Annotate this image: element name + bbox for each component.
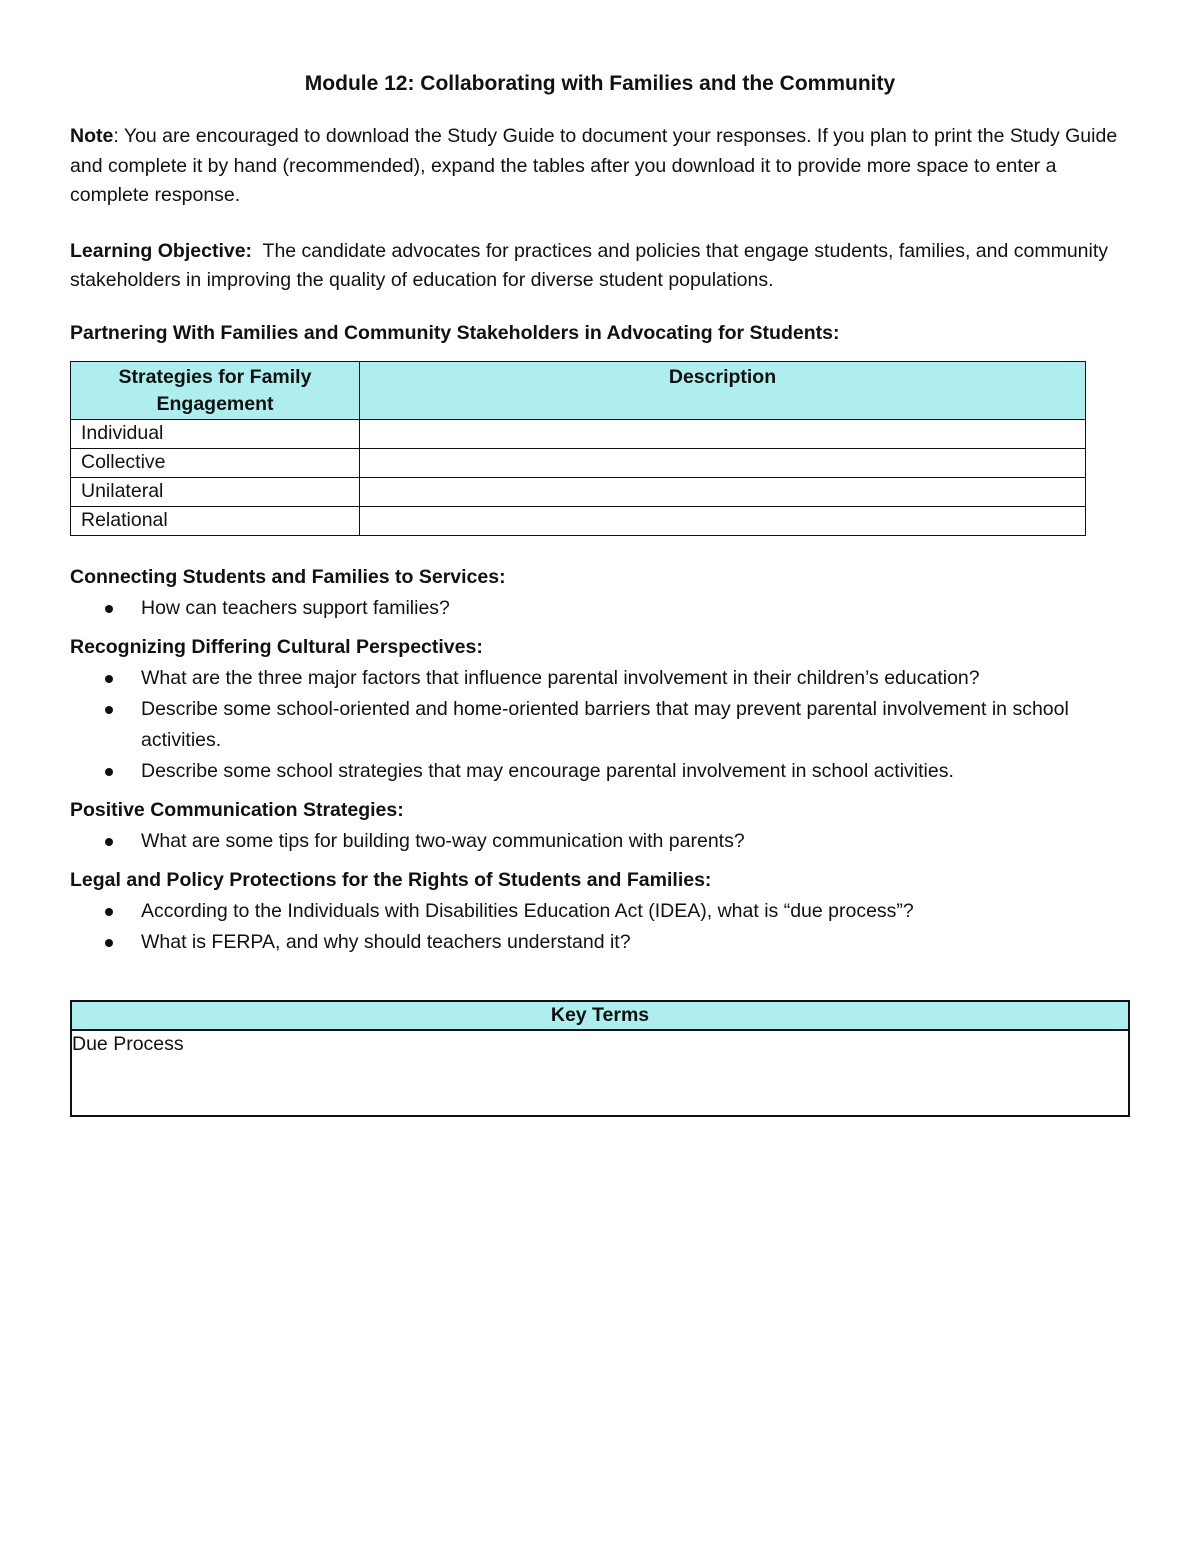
question-list [70,896,1130,958]
document-page [70,60,1130,1117]
bullet-icon [105,675,113,683]
bullet-icon [105,908,113,916]
learning-objective-label: Learning Objective: [70,239,253,262]
description-column-header: Description [360,361,1086,419]
table-row [71,448,1086,477]
note-label: Note [70,125,114,147]
section-cultural-perspectives [70,636,1130,787]
learning-objective-text: The candidate advocates for practices and policies that engage students, families, and community stakeholders in improving the quality of education for diverse student populations. [70,239,1114,291]
table-row [71,419,1086,448]
section-heading: Positive Communication Strategies: [70,798,404,821]
key-term-cell[interactable]: Due Process [71,1030,1129,1116]
table-row [71,477,1086,506]
question-list [70,826,1130,857]
list-item: What are some tips for building two-way communication with parents? [70,826,1130,857]
bullet-icon [105,939,113,947]
section-heading: Recognizing Differing Cultural Perspectives: [70,635,483,658]
list-item: According to the Individuals with Disabilities Education Act (IDEA), what is “due process”? [70,896,1130,927]
section-legal-protections [70,869,1130,958]
strategy-cell: Unilateral [71,477,360,506]
list-item: What is FERPA, and why should teachers understand it? [70,927,1130,958]
strategies-table-header-row [71,361,1086,419]
bullet-icon [105,706,113,714]
note-paragraph [70,122,1130,211]
note-text: : You are encouraged to download the Study Guide to document your responses. If you plan to print the Study Guide and complete it by hand (recommended), expand the tables after you download it to provide more space to enter a complete response. [70,125,1118,206]
table-row [71,506,1086,535]
partnering-heading: Partnering With Families and Community Stakeholders in Advocating for Students: [70,321,840,344]
strategies-table [70,361,1086,536]
list-item: What are the three major factors that influence parental involvement in their children’s education? [70,663,1130,694]
strategies-column-header: Strategies for Family Engagement [71,361,360,419]
description-cell[interactable] [360,506,1086,535]
description-cell[interactable] [360,419,1086,448]
strategy-cell: Relational [71,506,360,535]
description-cell[interactable] [360,448,1086,477]
list-item: Describe some school strategies that may encourage parental involvement in school activities. [70,756,1130,787]
document-title: Module 12: Collaborating with Families and the Community [304,72,896,95]
description-cell[interactable] [360,477,1086,506]
section-heading: Legal and Policy Protections for the Rights of Students and Families: [70,868,712,891]
bullet-icon [105,605,113,613]
section-connecting-services [70,566,1130,624]
list-item: How can teachers support families? [70,593,1130,624]
strategy-cell: Individual [71,419,360,448]
key-terms-table [70,1000,1130,1117]
bullet-icon [105,838,113,846]
list-item: Describe some school-oriented and home-oriented barriers that may prevent parental involvement in school activities. [70,694,1130,756]
key-terms-header-row [71,1001,1129,1030]
section-heading: Connecting Students and Families to Services: [70,565,506,588]
question-list [70,663,1130,787]
question-list [70,593,1130,624]
key-terms-header: Key Terms [71,1001,1129,1030]
table-row [71,1030,1129,1116]
learning-objective-paragraph [70,237,1130,296]
bullet-icon [105,768,113,776]
section-communication-strategies [70,799,1130,857]
strategy-cell: Collective [71,448,360,477]
